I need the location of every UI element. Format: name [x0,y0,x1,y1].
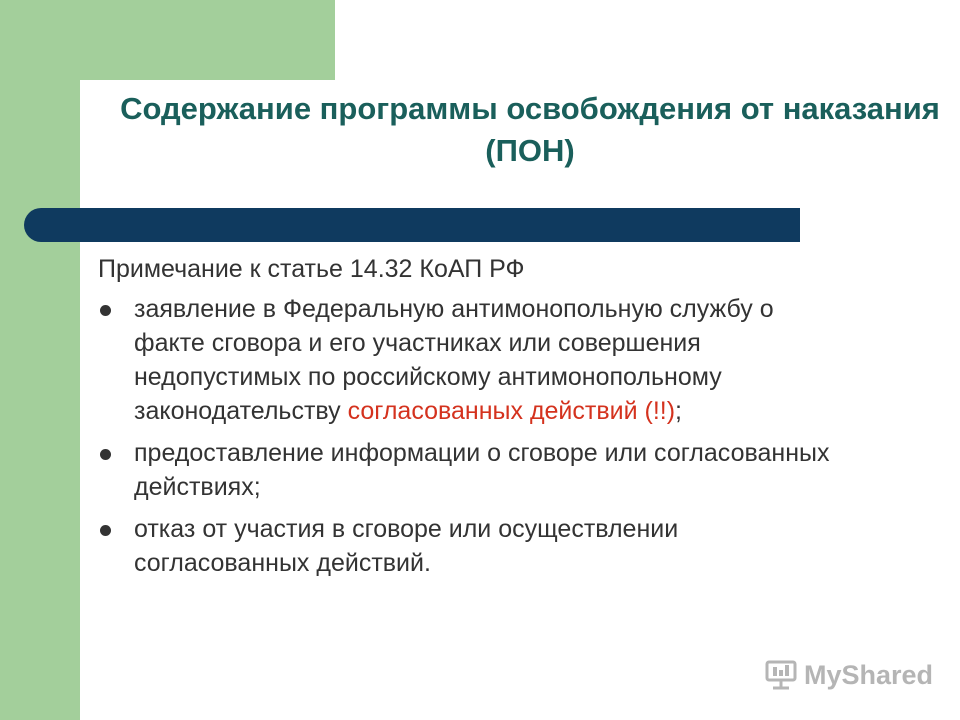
presentation-board-icon [764,659,798,691]
watermark-logo [764,655,933,695]
divider-bar [24,208,800,242]
bullet-text: отказ от участия в сговоре или осуществлении согласованных действий. [134,515,679,577]
bullet-suffix: ; [675,397,682,425]
bullet-text: предоставление информации о сговоре или согласованных действиях; [134,439,830,501]
bullet-list [98,292,838,588]
bullet-highlight: согласованных действий (!!) [347,397,676,425]
bullet-icon [100,449,111,460]
bullet-icon [100,305,111,316]
green-top-panel [0,0,335,80]
bullet-icon [100,525,111,536]
bullet-item [98,436,838,504]
slide-note: Примечание к статье 14.32 КоАП РФ [98,255,525,283]
bullet-item [98,512,838,580]
bullet-item [98,292,838,428]
slide-title: Содержание программы освобождения от наказания (ПОН) [120,91,940,168]
green-side-panel [0,0,80,720]
watermark-text: MyShared [804,659,934,690]
bullet-text: заявление в Федеральную антимонопольную службу о факте сговора и его участниках или совершения недопустимых по российскому антимонопольному законодательству [134,295,774,425]
